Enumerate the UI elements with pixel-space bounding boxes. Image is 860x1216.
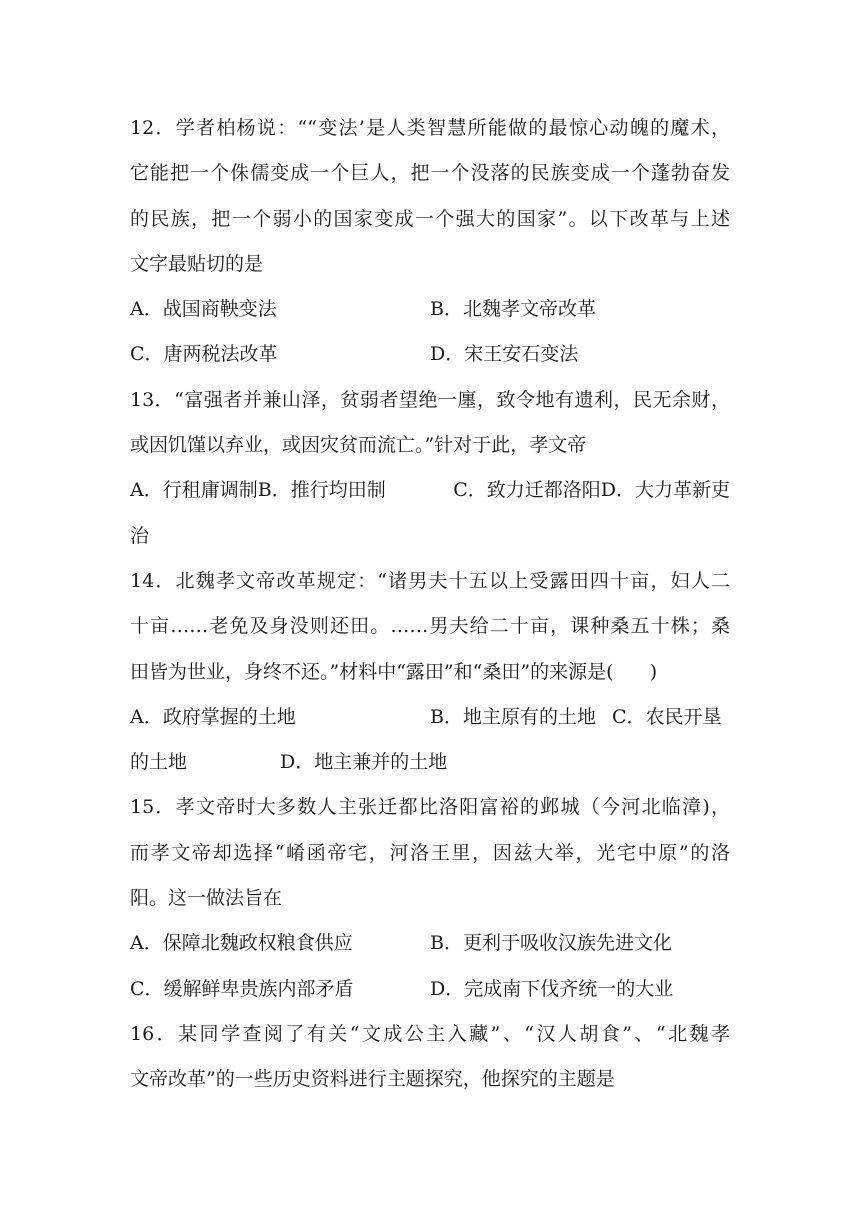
question-stem-line: 而孝文帝却选择“崤函帝宅，河洛王里，因兹大举，光宅中原”的洛 [130, 841, 730, 864]
question-content [130, 106, 730, 1103]
option-d: D．大力革新吏 [600, 479, 730, 502]
option-c: C．农民开垦 [612, 705, 722, 728]
question-stem-line: 15．孝文帝时大多数人主张迁都比洛阳富裕的邺城（今河北临漳)， [130, 796, 730, 819]
question-stem-line: 14．北魏孝文帝改革规定：“诸男夫十五以上受露田四十亩，妇人二 [130, 569, 730, 592]
question-stem-line: 13．“富强者并兼山泽，贫弱者望绝一廛，致令地有遗利，民无余财， [130, 388, 730, 411]
option-c: C．缓解鲜卑贵族内部矛盾 [130, 977, 354, 1000]
option-row [130, 740, 730, 785]
option-d: D．宋王安石变法 [430, 343, 579, 366]
question-stem-line: 田皆为世业，身终不还。”材料中“露田”和“桑田”的来源是( ) [130, 660, 658, 683]
option-row [130, 967, 730, 1012]
option-a: A．保障北魏政权粮食供应 [130, 932, 353, 955]
option-a: A．政府掌握的土地 [130, 705, 296, 728]
option-d: D．完成南下伐齐统一的大业 [430, 977, 674, 1000]
question-14 [130, 559, 730, 785]
option-row [130, 921, 730, 966]
option-c: C．致力迁都洛阳 [453, 479, 601, 502]
question-stem-line: 十亩……老免及身没则还田。……男夫给二十亩，课种桑五十株；桑 [130, 615, 730, 638]
option-wrap-line: 治 [130, 524, 150, 547]
option-d: D．地主兼并的土地 [280, 751, 448, 774]
option-row [130, 468, 730, 513]
question-16 [130, 1012, 730, 1103]
option-row [130, 287, 730, 332]
option-b: B．更利于吸收汉族先进文化 [430, 932, 672, 955]
option-c-d-group [386, 468, 730, 513]
question-stem-line: 12．学者柏杨说：““变法’是人类智慧所能做的最惊心动魄的魔术， [130, 117, 730, 139]
question-15 [130, 785, 730, 1011]
option-wrap: 的土地 [130, 751, 188, 774]
question-stem-line: 或因饥馑以弃业，或因灾贫而流亡。”针对于此，孝文帝 [130, 434, 587, 457]
question-13 [130, 378, 730, 559]
option-row [130, 695, 730, 740]
question-stem-line: 的民族，把一个弱小的国家变成一个强大的国家”。以下改革与上述 [130, 207, 730, 230]
question-stem-line: 文帝改革”的一些历史资料进行主题探究，他探究的主题是 [130, 1068, 615, 1091]
option-b: B．北魏孝文帝改革 [430, 298, 596, 321]
option-row [130, 332, 730, 377]
option-a: A．战国商鞅变法 [130, 298, 277, 321]
question-stem-line: 阳。这一做法旨在 [130, 887, 283, 910]
question-stem-line: 文字最贴切的是 [130, 252, 264, 275]
question-stem-line: 它能把一个侏儒变成一个巨人，把一个没落的民族变成一个蓬勃奋发 [130, 162, 730, 185]
option-a: A．行租庸调制 [130, 479, 258, 502]
option-b: B．推行均田制 [257, 479, 386, 502]
option-c: C．唐两税法改革 [130, 343, 278, 366]
question-12 [130, 106, 730, 378]
option-b: B．地主原有的土地 [430, 705, 596, 728]
question-stem-line: 16．某同学查阅了有关“文成公主入藏”、“汉人胡食”、“北魏孝 [130, 1022, 730, 1045]
